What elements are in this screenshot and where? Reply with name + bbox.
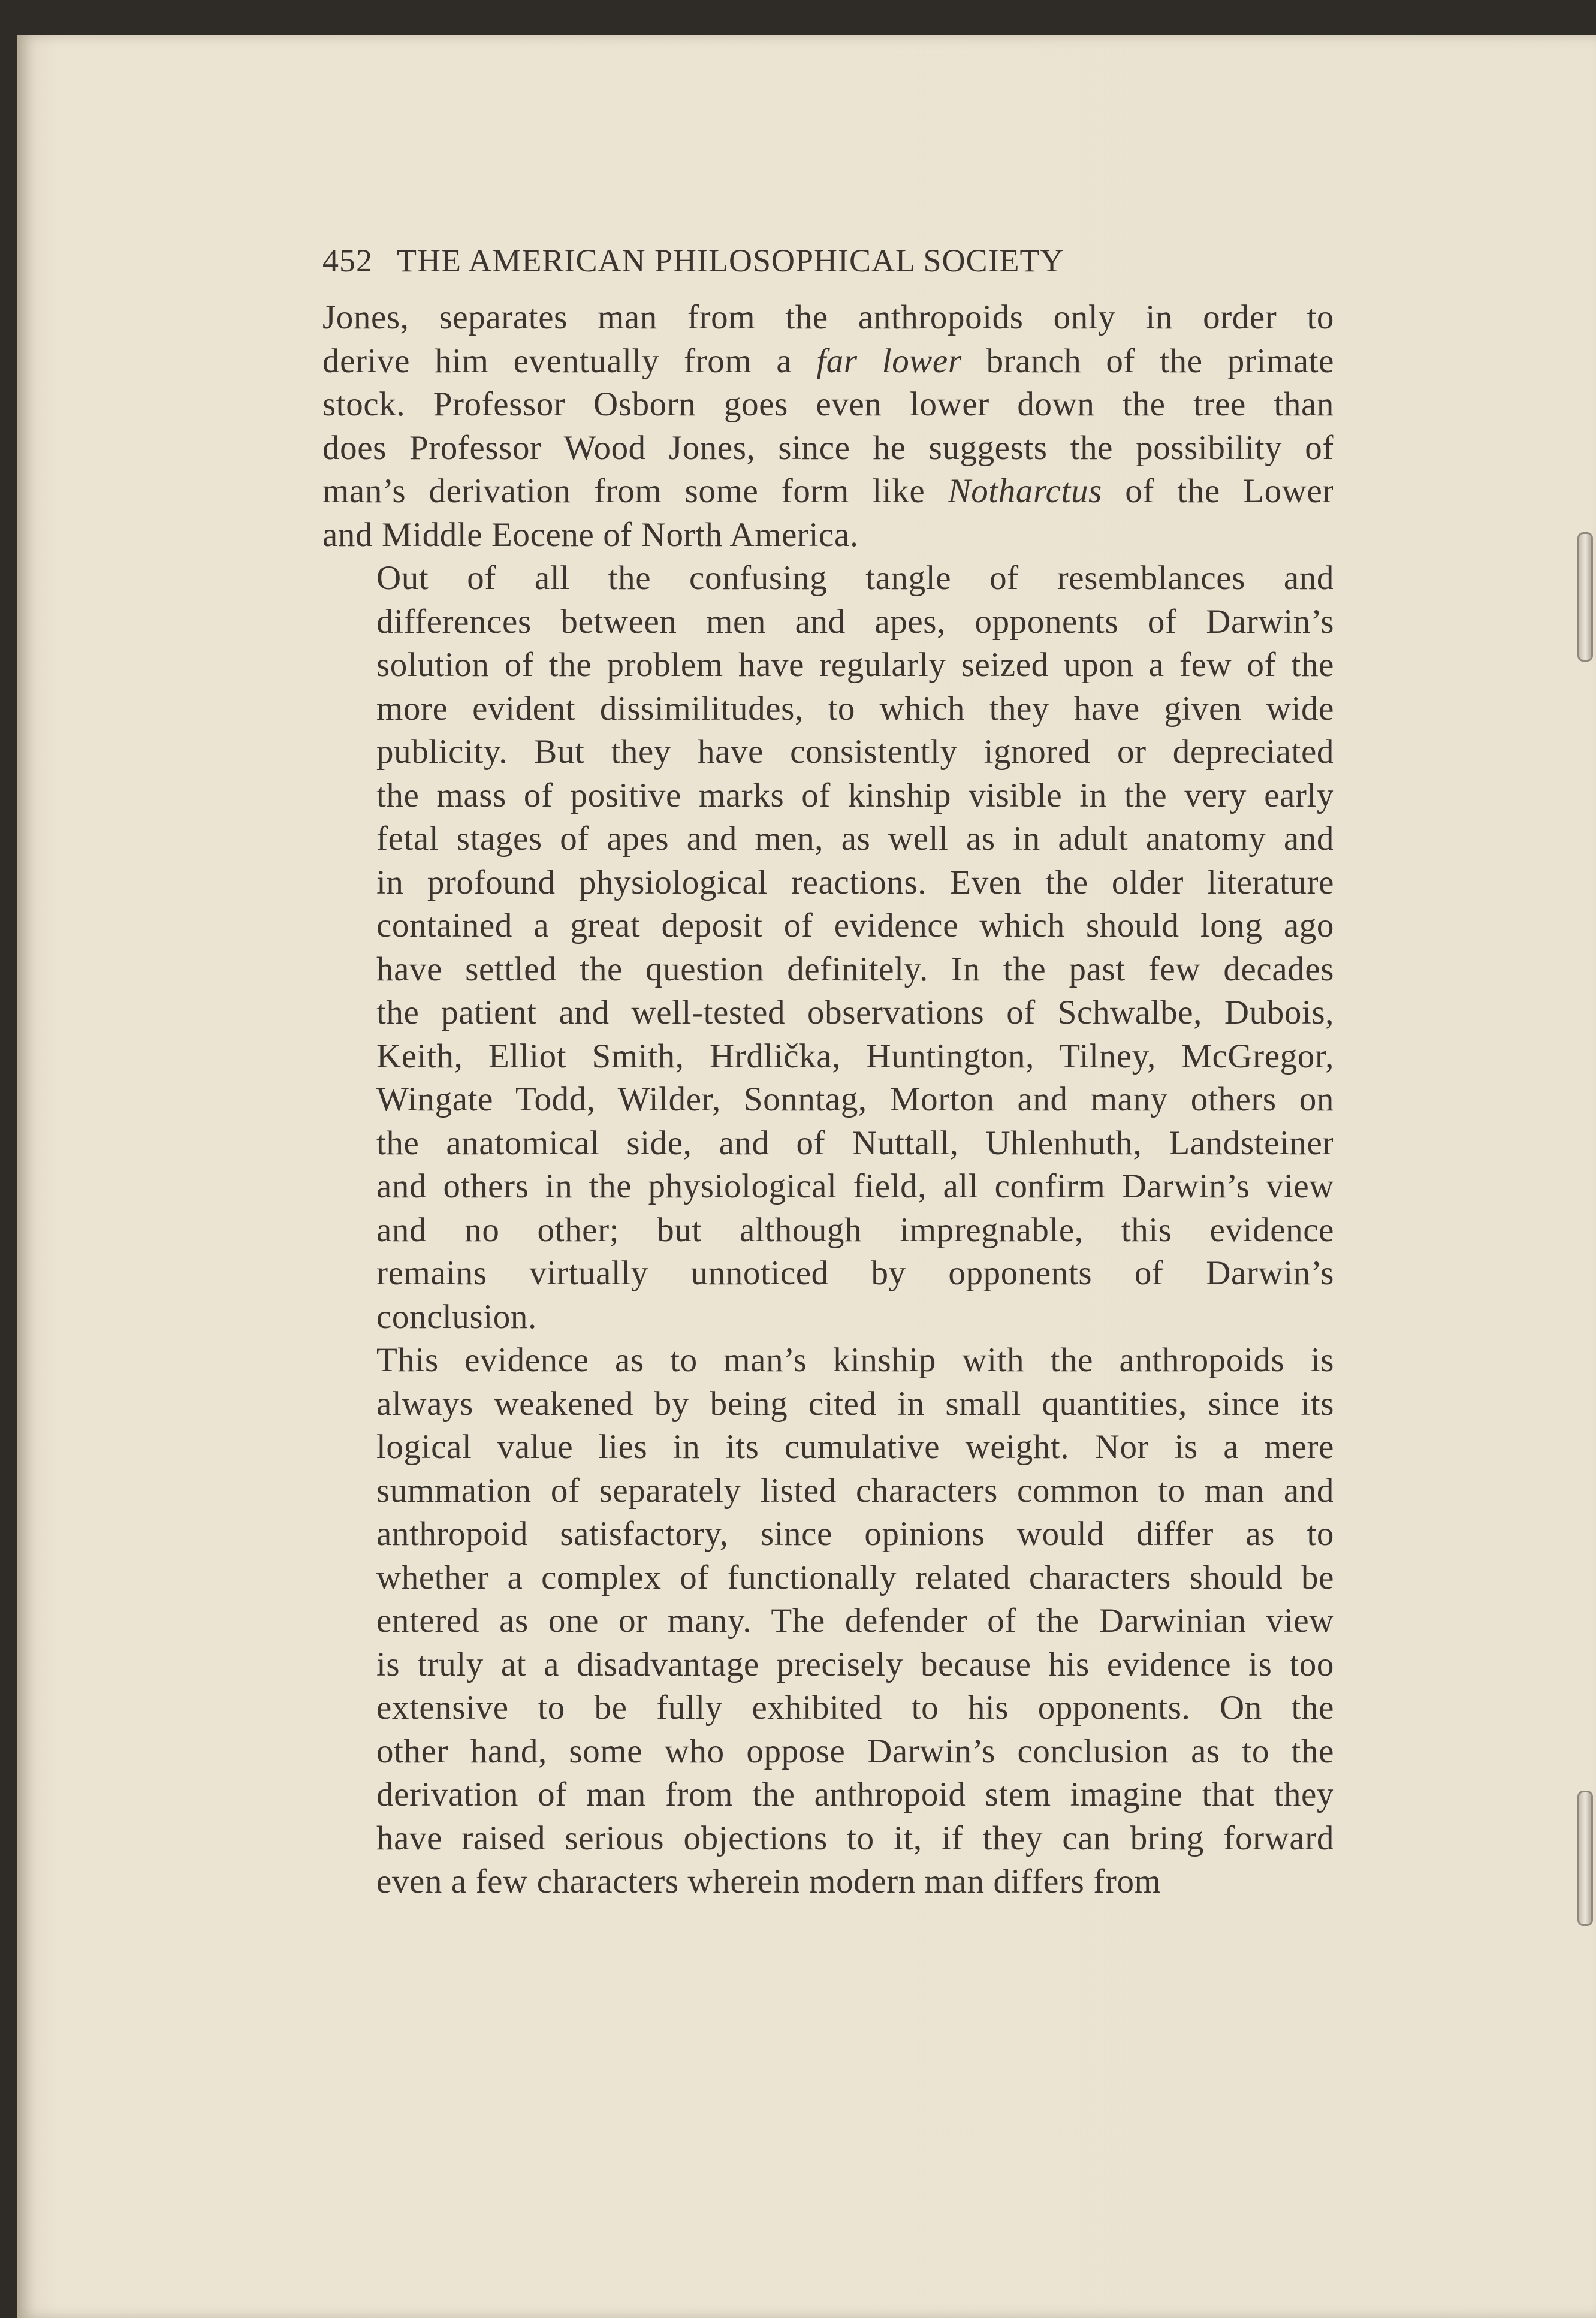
text-line: always weakened by being cited in small quantities, since its: [376, 1384, 1334, 1423]
paragraph: [322, 557, 1334, 1339]
text-line: other hand, some who oppose Darwin’s conclusion as to the: [376, 1732, 1334, 1770]
text-line: more evident dissimilitudes, to which they have given wide: [376, 689, 1334, 728]
text-line: anthropoid satisfactory, since opinions would differ as to: [376, 1515, 1334, 1553]
text-segment: derive him eventually from a: [322, 342, 817, 380]
text-line: and Middle Eocene of North America.: [322, 515, 859, 554]
page-content: [322, 234, 1334, 1904]
text-line: and no other; but although impregnable, this evidence: [376, 1211, 1334, 1249]
text-line: Out of all the confusing tangle of resemblances and: [376, 559, 1334, 597]
italic-text: Notharctus: [948, 472, 1102, 510]
paragraph: [322, 296, 1334, 557]
paragraph: [322, 1339, 1334, 1904]
text-segment: of the Lower: [1102, 472, 1334, 510]
text-line: summation of separately listed characters common to man and: [376, 1471, 1334, 1510]
text-line: the anatomical side, and of Nuttall, Uhlenhuth, Landsteiner: [376, 1124, 1334, 1162]
text-line: does Professor Wood Jones, since he suggests the possibility of: [322, 428, 1334, 467]
text-line: is truly at a disadvantage precisely because his evidence is too: [376, 1645, 1334, 1683]
text-segment: branch of the primate: [961, 342, 1334, 380]
text-line: [322, 470, 1334, 514]
text-line: even a few characters wherein modern man differs from: [376, 1863, 1161, 1900]
text-line: contained a great deposit of evidence which should long ago: [376, 907, 1334, 944]
text-line: conclusion.: [376, 1297, 537, 1336]
text-line: derivation of man from the anthropoid stem imagine that they: [376, 1776, 1334, 1813]
text-line: in profound physiological reactions. Even the older literature: [376, 863, 1334, 901]
text-line: remains virtually unnoticed by opponents of Darwin’s: [376, 1254, 1334, 1292]
binding-clip: [1577, 1791, 1593, 1926]
text-line: publicity. But they have consistently ignored or depreciated: [376, 733, 1334, 771]
text-line: entered as one or many. The defender of the Darwinian view: [376, 1602, 1334, 1640]
text-line: whether a complex of functionally related characters should be: [376, 1558, 1334, 1596]
text-line: have settled the question definitely. In the past few decades: [376, 950, 1334, 988]
text-line: stock. Professor Osborn goes even lower down the tree than: [322, 385, 1334, 423]
text-line: the patient and well-tested observations of Schwalbe, Dubois,: [376, 994, 1334, 1031]
text-line: Wingate Todd, Wilder, Sonntag, Morton and many others on: [376, 1080, 1334, 1118]
binding-clip: [1577, 532, 1593, 662]
text-line: solution of the problem have regularly seized upon a few of the: [376, 646, 1334, 684]
text-line: extensive to be fully exhibited to his opponents. On the: [376, 1689, 1334, 1727]
text-line: and others in the physiological field, all confirm Darwin’s view: [376, 1167, 1334, 1205]
running-head-title: THE AMERICAN PHILOSOPHICAL SOCIETY: [397, 243, 1064, 279]
text-line: Jones, separates man from the anthropoids only in order to: [322, 298, 1334, 336]
running-header: [322, 234, 1334, 288]
text-line: the mass of positive marks of kinship visible in the very early: [376, 776, 1334, 814]
body-text: [322, 296, 1334, 1904]
page-binding-edge: [17, 35, 20, 2318]
italic-text: far lower: [816, 342, 962, 380]
text-line: Keith, Elliot Smith, Hrdlička, Huntington, Tilney, McGregor,: [376, 1037, 1334, 1075]
text-line: [322, 340, 1334, 384]
text-line: have raised serious objections to it, if they can bring forward: [376, 1819, 1334, 1857]
text-line: This evidence as to man’s kinship with the anthropoids is: [376, 1341, 1334, 1379]
text-line: logical value lies in its cumulative weight. Nor is a mere: [376, 1428, 1334, 1466]
text-segment: man’s derivation from some form like: [322, 472, 948, 510]
text-line: fetal stages of apes and men, as well as in adult anatomy and: [376, 820, 1334, 858]
text-line: differences between men and apes, opponents of Darwin’s: [376, 602, 1334, 641]
page-number: 452: [322, 243, 373, 279]
